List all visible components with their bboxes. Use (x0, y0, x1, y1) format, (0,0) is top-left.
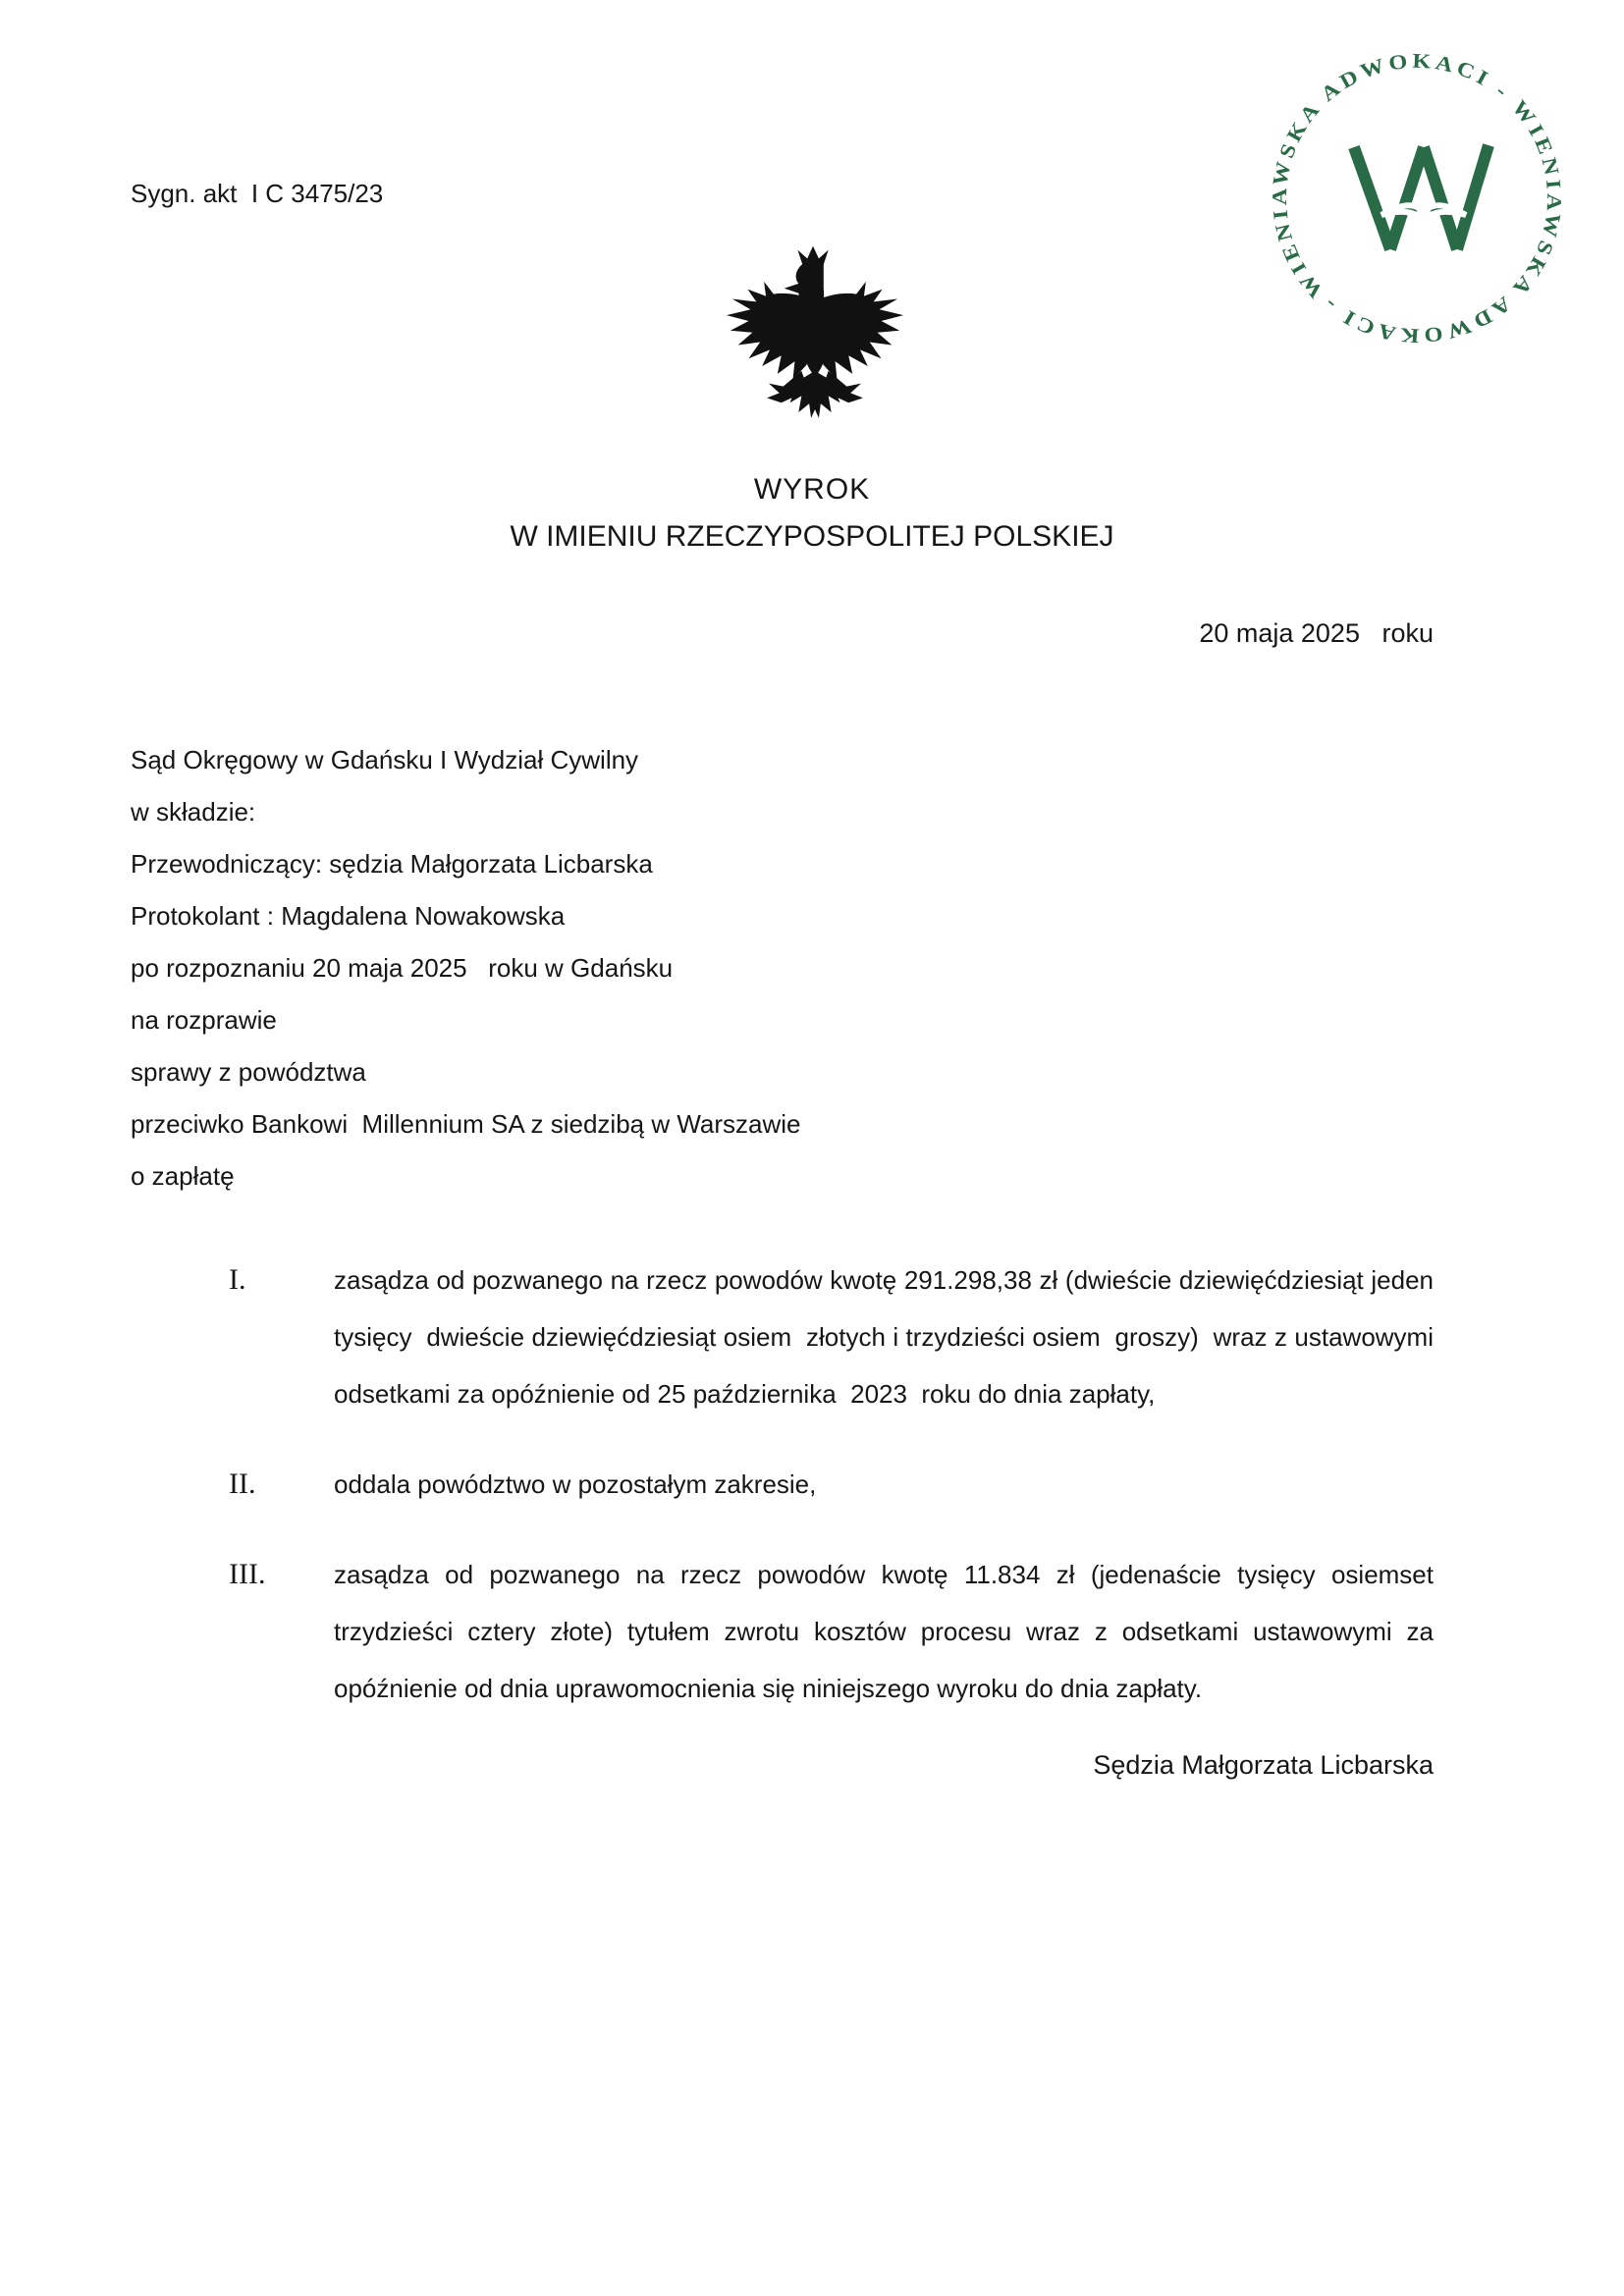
court-line-subject: o zapłatę (131, 1161, 235, 1191)
eagle-left-leg (767, 371, 806, 402)
polish-eagle-emblem (724, 245, 906, 444)
court-line-composition: w składzie: (131, 797, 256, 827)
monogram-stroke-2 (1390, 147, 1424, 249)
court-line-clerk: Protokolant : Magdalena Nowakowska (131, 901, 566, 931)
ruling-numeral-3: III. (229, 1558, 266, 1590)
ruling-numeral-2: II. (229, 1468, 256, 1500)
ruling-item-3 (131, 1546, 1441, 1717)
judge-signature: Sędzia Małgorzata Licbarska (1093, 1750, 1434, 1780)
court-line-court: Sąd Okręgowy w Gdańsku I Wydział Cywilny (131, 745, 639, 774)
document-subtitle: W IMIENIU RZECZYPOSPOLITEJ POLSKIEJ (510, 520, 1114, 553)
court-line-hearing-date: po rozpoznaniu 20 maja 2025 roku w Gdańsku (131, 953, 674, 983)
ruling-text-1: zasądza od pozwanego na rzecz powodów kwotę 291.298,38 zł (dwieście dziewięćdziesiąt jeden tysięcy dwieście dziewięćdziesiąt osiem złotych i trzydzieści osiem groszy) wraz z ustawowymi odsetkami za opóźnienie od 25 października 2023 roku do dnia zapłaty, (334, 1265, 1455, 1409)
ruling-item-1 (131, 1252, 1455, 1422)
ruling-text-2: oddala powództwo w pozostałym zakresie, (334, 1469, 817, 1499)
law-firm-stamp (1260, 41, 1574, 355)
eagle-left-wing (727, 282, 813, 380)
ruling-numeral-1: I. (229, 1263, 246, 1296)
court-line-presiding-judge: Przewodniczący: sędzia Małgorzata Licbarska (131, 849, 653, 879)
document-title: WYROK (753, 473, 871, 506)
judgment-date: 20 maja 2025 roku (1199, 618, 1434, 648)
eagle-graphic (724, 245, 906, 444)
ruling-item-2 (131, 1456, 1434, 1513)
stamp-ring-text: WIENIAWSKA ADWOKACI - WIENIAWSKA ADWOKACI - (1267, 48, 1567, 348)
stamp-monogram-w (1354, 145, 1489, 249)
monogram-stroke-1 (1354, 147, 1390, 249)
monogram-stroke-3 (1424, 147, 1457, 249)
monogram-stroke-4 (1457, 145, 1489, 249)
court-line-defendant: przeciwko Bankowi Millennium SA z siedzibą w Warszawie (131, 1109, 801, 1139)
eagle-right-leg (824, 371, 863, 402)
stamp-graphic (1260, 41, 1574, 355)
court-line-hearing-type: na rozprawie (131, 1005, 277, 1035)
court-composition-block (131, 734, 1434, 1202)
eagle-right-wing (817, 282, 903, 380)
case-number: Sygn. akt I C 3475/23 (131, 179, 384, 208)
court-line-case-origin: sprawy z powództwa (131, 1057, 366, 1087)
rulings-section (131, 1252, 1455, 1781)
ruling-text-3: zasądza od pozwanego na rzecz powodów kwotę 11.834 zł (jedenaście tysięcy osiemset trzydzieści cztery złote) tytułem zwrotu kosztów procesu wraz z odsetkami ustawowymi za opóźnienie od dnia uprawomocnienia się niniejszego wyroku do dnia zapłaty. (334, 1560, 1441, 1703)
stamp-ring-text-holder (1260, 41, 1574, 355)
